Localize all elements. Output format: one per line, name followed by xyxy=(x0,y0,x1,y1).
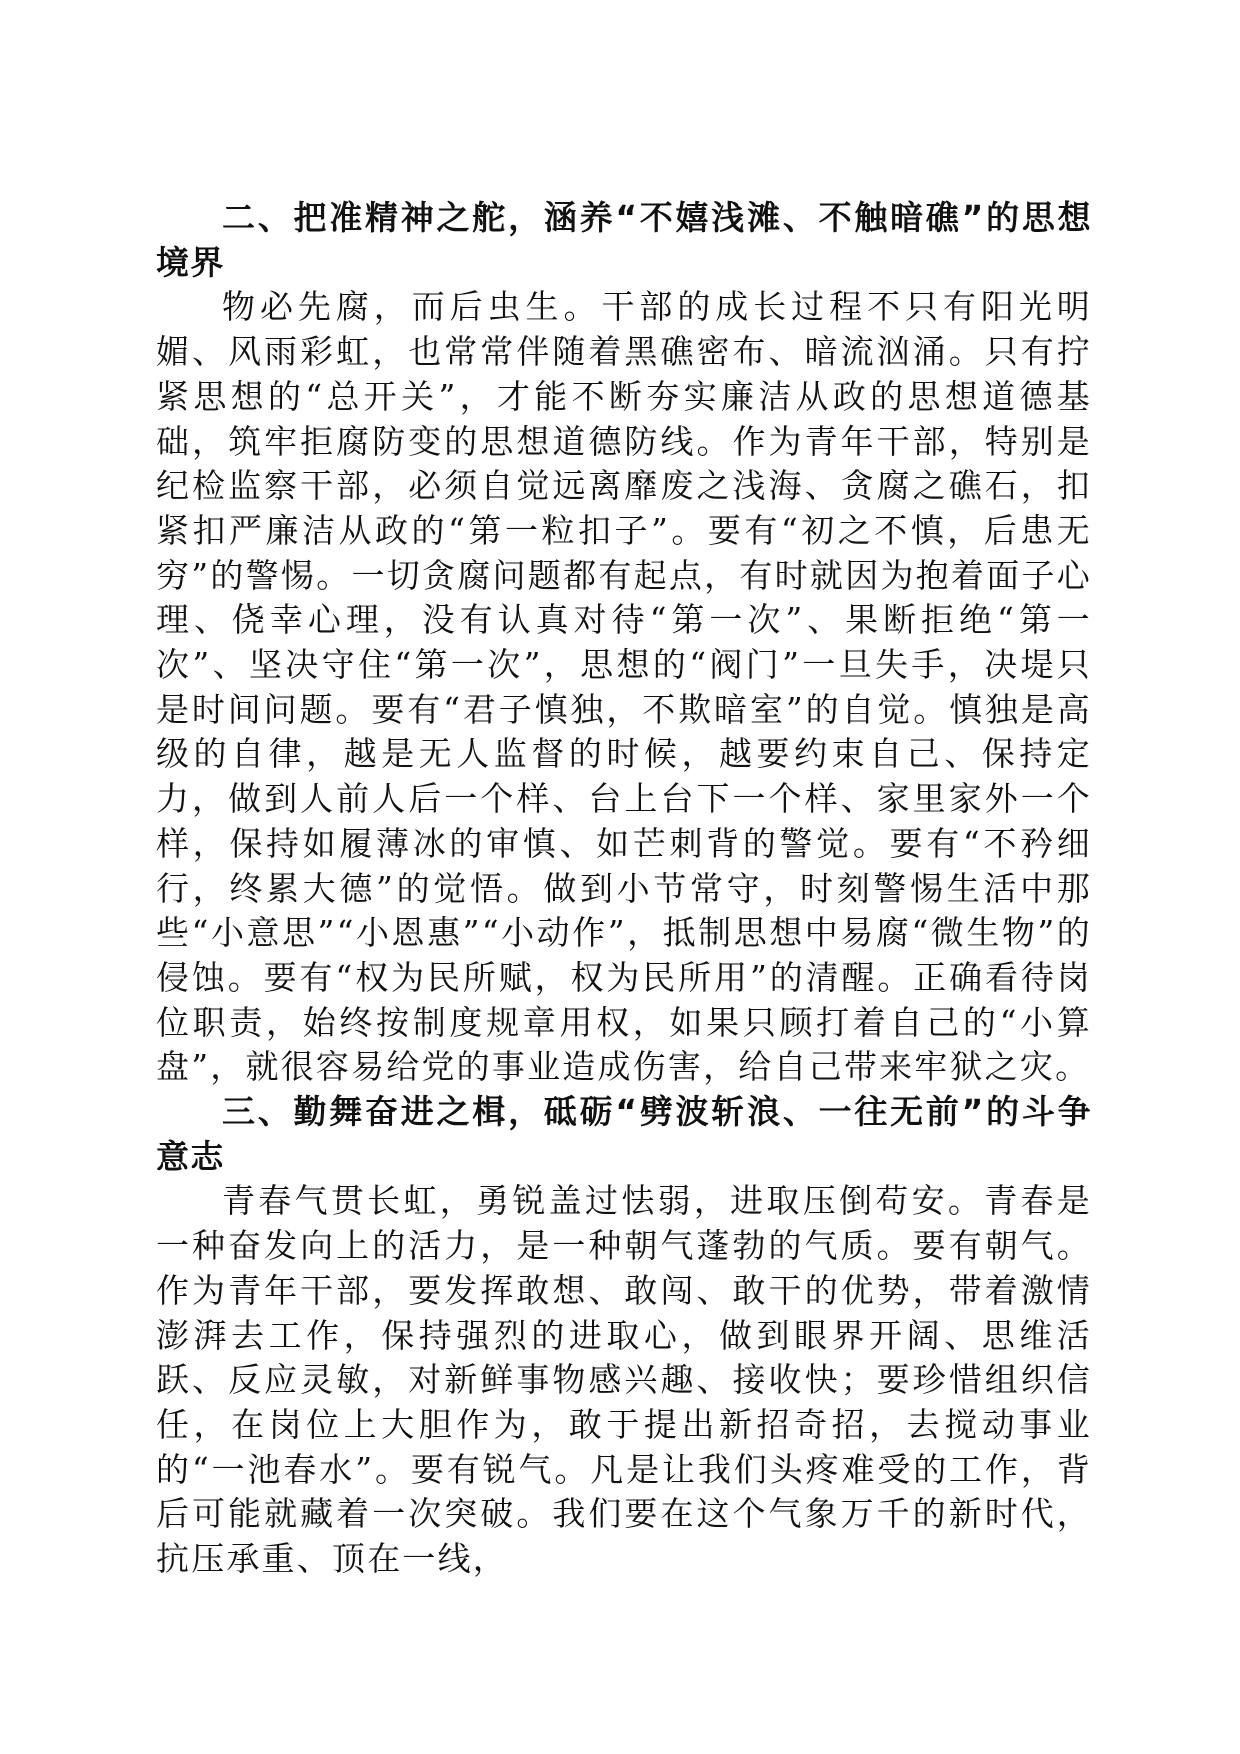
section-3-paragraph: 青春气贯长虹，勇锐盖过怯弱，进取压倒苟安。青春是一种奋发向上的活力，是一种朝气蓬勃的气质。要有朝气。作为青年干部，要发挥敢想、敢闯、敢干的优势，带着激情澎湃去工作，保持强烈的进取心，做到眼界开阔、思维活跃、反应灵敏，对新鲜事物感兴趣、接收快；要珍惜组织信任，在岗位上大胆作为，敢于提出新招奇招，去搅动事业的“一池春水”。要有锐气。凡是让我们头疼难受的工作，背后可能就藏着一次突破。我们要在这个气象万千的新时代，抗压承重、顶在一线， xyxy=(156,1181,1092,1579)
document-body xyxy=(156,196,1092,1582)
section-3-heading: 三、勤舞奋进之楫，砥砺“劈波斩浪、一往无前”的斗争意志 xyxy=(156,1092,1092,1176)
section-2-paragraph: 物必先腐，而后虫生。干部的成长过程不只有阳光明媚、风雨彩虹，也常常伴随着黑礁密布、暗流汹涌。只有拧紧思想的“总开关”，才能不断夯实廉洁从政的思想道德基础，筑牢拒腐防变的思想道德防线。作为青年干部，特别是纪检监察干部，必须自觉远离靡废之浅海、贪腐之礁石，扣紧扣严廉洁从政的“第一粒扣子”。要有“初之不慎，后患无穷”的警惕。一切贪腐问题都有起点，有时就因为抱着面子心理、侥幸心理，没有认真对待“第一次”、果断拒绝“第一次”、坚决守住“第一次”，思想的“阀门”一旦失手，决堤只是时间问题。要有“君子慎独，不欺暗室”的自觉。慎独是高级的自律，越是无人监督的时候，越要约束自己、保持定力，做到人前人后一个样、台上台下一个样、家里家外一个样，保持如履薄冰的审慎、如芒刺背的警觉。要有“不矜细行，终累大德”的觉悟。做到小节常守，时刻警惕生活中那些“小意思”“小恩惠”“小动作”，抵制思想中易腐“微生物”的侵蚀。要有“权为民所赋，权为民所用”的清醒。正确看待岗位职责，始终按制度规章用权，如果只顾打着自己的“小算盘”，就很容易给党的事业造成伤害，给自己带来牢狱之灾。 xyxy=(156,287,1092,1087)
section-2-heading: 二、把准精神之舵，涵养“不嬉浅滩、不触暗礁”的思想境界 xyxy=(156,198,1092,282)
